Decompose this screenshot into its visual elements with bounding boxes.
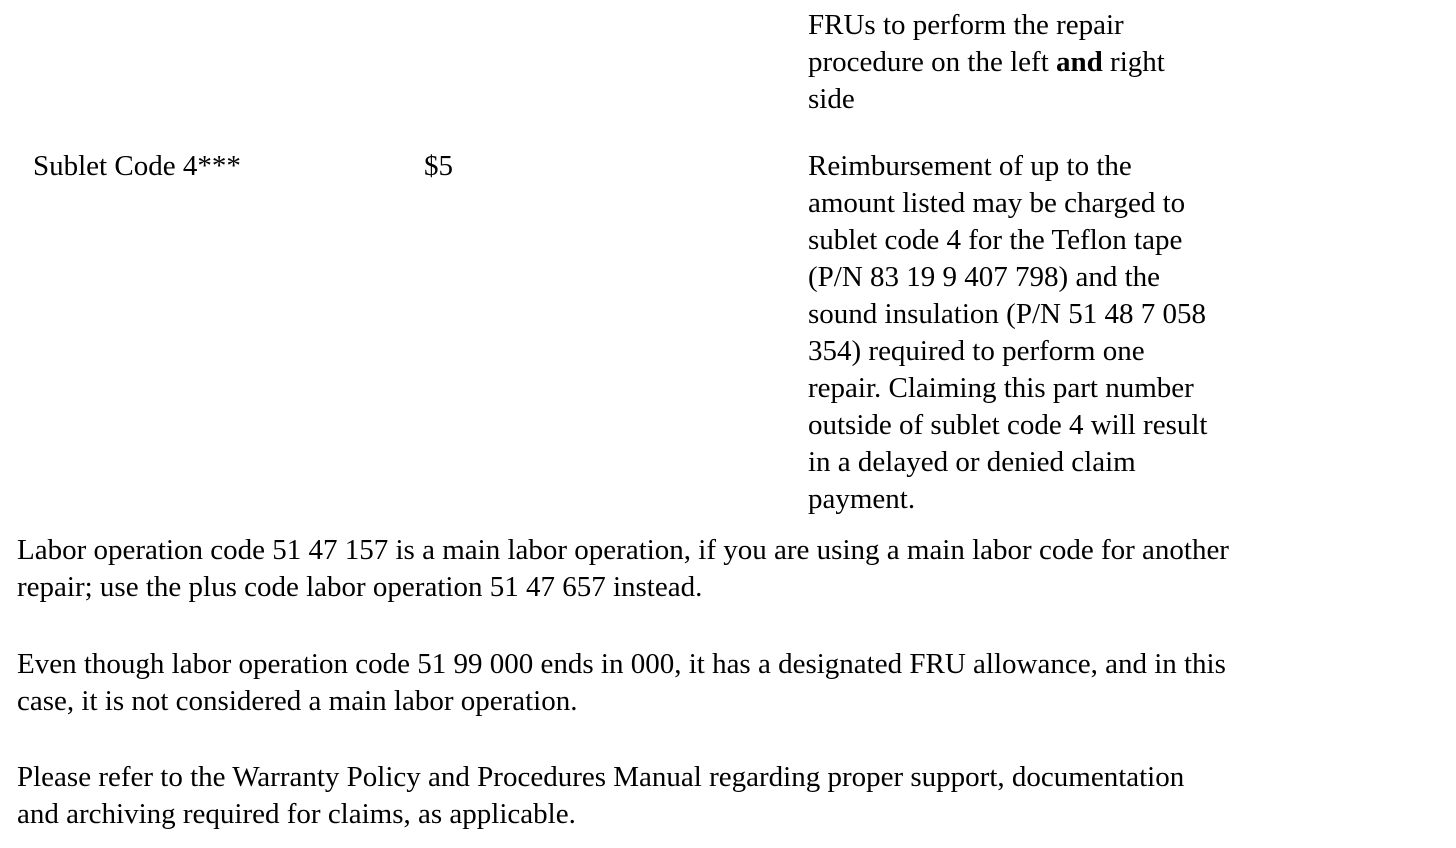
description-line: procedure on the left and right xyxy=(808,46,1165,78)
paragraph-warranty-manual-note xyxy=(17,759,1184,833)
paragraph-line: repair; use the plus code labor operation 51 47 657 instead. xyxy=(17,571,703,603)
paragraph-line: case, it is not considered a main labor operation. xyxy=(17,685,578,717)
sublet-amount-cell: $5 xyxy=(424,150,453,182)
description-line: in a delayed or denied claim xyxy=(808,446,1136,478)
paragraph-line: Labor operation code 51 47 157 is a main labor operation, if you are using a main labor code for another xyxy=(17,534,1229,566)
continued-row-description xyxy=(808,7,1165,118)
sublet-code-cell: Sublet Code 4*** xyxy=(33,150,241,182)
description-line: outside of sublet code 4 will result xyxy=(808,409,1208,441)
description-line: sublet code 4 for the Teflon tape xyxy=(808,224,1183,256)
paragraph-line: and archiving required for claims, as applicable. xyxy=(17,798,576,830)
description-line: (P/N 83 19 9 407 798) and the xyxy=(808,261,1160,293)
description-line: sound insulation (P/N 51 48 7 058 xyxy=(808,298,1206,330)
description-line: side xyxy=(808,83,855,115)
description-line: repair. Claiming this part number xyxy=(808,372,1194,404)
description-line: FRUs to perform the repair xyxy=(808,9,1124,41)
description-line: payment. xyxy=(808,483,916,515)
description-line: 354) required to perform one xyxy=(808,335,1145,367)
paragraph-line: Please refer to the Warranty Policy and Procedures Manual regarding proper support, documentation xyxy=(17,761,1185,793)
sublet-description-cell xyxy=(808,148,1208,518)
description-line: amount listed may be charged to xyxy=(808,187,1186,219)
paragraph-main-labor-note xyxy=(17,532,1229,606)
description-line: Reimbursement of up to the xyxy=(808,150,1132,182)
paragraph-line: Even though labor operation code 51 99 000 ends in 000, it has a designated FRU allowance, and in this xyxy=(17,648,1226,680)
emphasis-text: and xyxy=(1056,46,1103,78)
paragraph-fru-allowance-note xyxy=(17,646,1226,720)
